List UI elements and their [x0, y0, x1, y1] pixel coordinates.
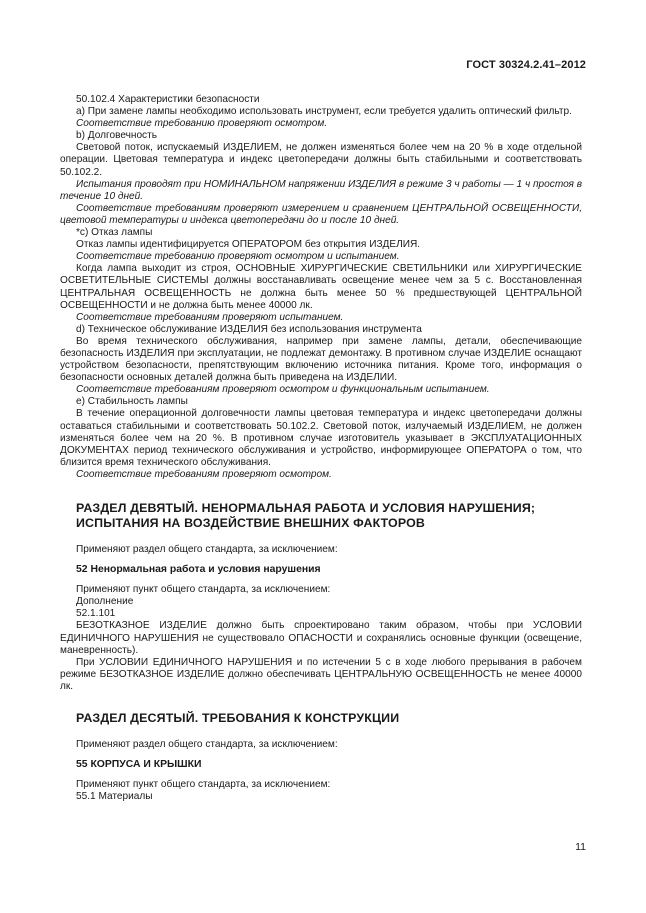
clause-52-heading: 52 Ненормальная работа и условия нарушения [76, 564, 321, 576]
section-10-intro: Применяют раздел общего стандарта, за исключением: [76, 739, 338, 751]
section-9-heading [76, 501, 582, 531]
section-9-title-line1: РАЗДЕЛ ДЕВЯТЫЙ. НЕНОРМАЛЬНАЯ РАБОТА И УСЛОВИЯ НАРУШЕНИЯ; [76, 501, 536, 515]
clause-52-1-101-number: 52.1.101 [76, 608, 116, 620]
paragraph: 50.102.4 Характеристики безопасности [76, 94, 260, 105]
paragraph: b) Долговечность [76, 130, 157, 142]
compliance-note: Испытания проводят при НОМИНАЛЬНОМ напряжении ИЗДЕЛИЯ в режиме 3 ч работы — 1 ч простоя в течение 10 дней. [60, 178, 582, 202]
paragraph: d) Техническое обслуживание ИЗДЕЛИЯ без использования инструмента [76, 323, 422, 335]
compliance-note: Соответствие требованиям проверяют осмотром и функциональным испытанием. [76, 384, 490, 396]
clause-52-1-101-paragraph-2: При УСЛОВИИ ЕДИНИЧНОГО НАРУШЕНИЯ и по истечении 5 с в ходе любого прерывания в рабочем режиме БЕЗОТКАЗНОЕ ИЗДЕЛИЕ должно обеспечивать ЦЕНТРАЛЬНУЮ ОСВЕЩЕННОСТЬ не менее 40000 лк. [60, 656, 582, 692]
paragraph: Отказ лампы идентифицируется ОПЕРАТОРОМ без открытия ИЗДЕЛИЯ. [76, 239, 421, 251]
compliance-note: Соответствие требованию проверяют осмотром. [76, 118, 328, 130]
compliance-note: Соответствие требованиям проверяют измерением и сравнением ЦЕНТРАЛЬНОЙ ОСВЕЩЕННОСТИ, цветовой температуры и индекса цветопередачи до и после 10 дней. [60, 202, 582, 226]
addition-label: Дополнение [76, 596, 134, 608]
clause-52-intro: Применяют пункт общего стандарта, за исключением: [76, 584, 331, 596]
document-body [60, 94, 582, 803]
paragraph: В течение операционной долговечности лампы цветовая температура и индекс цветопередачи должны оставаться стабильными и соответствовать 50.102.2. Световой поток, излучаемый ИЗДЕЛИЕМ, не должен изменяться более чем на 20 %. В противном случае изготовитель указывает в ЭКСПЛУАТАЦИОННЫХ ДОКУМЕНТАХ период технического обслуживания и устройство, информирующее ОПЕРАТОРА о том, что близится время технического обслуживания. [60, 408, 582, 468]
paragraph: Во время технического обслуживания, например при замене лампы, детали, обеспечивающие безопасность ИЗДЕЛИЯ при эксплуатации, не подлежат демонтажу. В противном случае ИЗДЕЛИЕ оснащают устройством безопасности, препятствующим включению источника питания. Кроме того, информация о безопасности основных деталей должна быть приведена на ИЗДЕЛИИ. [60, 335, 582, 384]
section-9-title-line2: ИСПЫТАНИЯ НА ВОЗДЕЙСТВИЕ ВНЕШНИХ ФАКТОРОВ [76, 516, 425, 530]
paragraph: Когда лампа выходит из строя, ОСНОВНЫЕ ХИРУРГИЧЕСКИЕ СВЕТИЛЬНИКИ или ХИРУРГИЧЕСКИЕ ОСВЕТИТЕЛЬНЫЕ СИСТЕМЫ должны восстанавливать освещение менее чем за 5 с. Восстановленная ЦЕНТРАЛЬНАЯ ОСВЕЩЕННОСТЬ не должна быть менее 50 % предшествующей ЦЕНТРАЛЬНОЙ ОСВЕЩЕННОСТИ и не должна быть менее 40000 лк. [60, 263, 582, 311]
compliance-note: Соответствие требованиям проверяют осмотром. [76, 468, 332, 480]
paragraph: *c) Отказ лампы [76, 227, 153, 239]
clause-55-1-materials: 55.1 Материалы [76, 791, 153, 803]
document-header: ГОСТ 30324.2.41–2012 [466, 59, 586, 71]
clause-55-heading: 55 КОРПУСА И КРЫШКИ [76, 759, 202, 771]
page-number: 11 [575, 841, 586, 853]
section-9-intro: Применяют раздел общего стандарта, за исключением: [76, 544, 338, 555]
clause-55-intro: Применяют пункт общего стандарта, за исключением: [76, 779, 331, 791]
compliance-note: Соответствие требованиям проверяют испытанием. [76, 311, 344, 323]
clause-50-102-4 [60, 94, 582, 481]
section-10-heading: РАЗДЕЛ ДЕСЯТЫЙ. ТРЕБОВАНИЯ К КОНСТРУКЦИИ [76, 711, 400, 726]
paragraph: a) При замене лампы необходимо использовать инструмент, если требуется удалить оптический фильтр. [76, 106, 572, 118]
paragraph: Световой поток, испускаемый ИЗДЕЛИЕМ, не должен изменяться более чем на 20 % в ходе отдельной операции. Цветовая температура и индекс цветопередачи должны быть стабильными и соответствовать 50.102.2. [60, 142, 582, 178]
clause-52-1-101-paragraph-1: БЕЗОТКАЗНОЕ ИЗДЕЛИЕ должно быть спроектировано таким образом, чтобы при УСЛОВИИ ЕДИНИЧНОГО НАРУШЕНИЯ не существовало ОПАСНОСТИ и сохранялись основные функции (освещение, маневренность). [60, 620, 582, 656]
paragraph: e) Стабильность лампы [76, 396, 188, 408]
compliance-note: Соответствие требованию проверяют осмотром и испытанием. [76, 251, 400, 263]
